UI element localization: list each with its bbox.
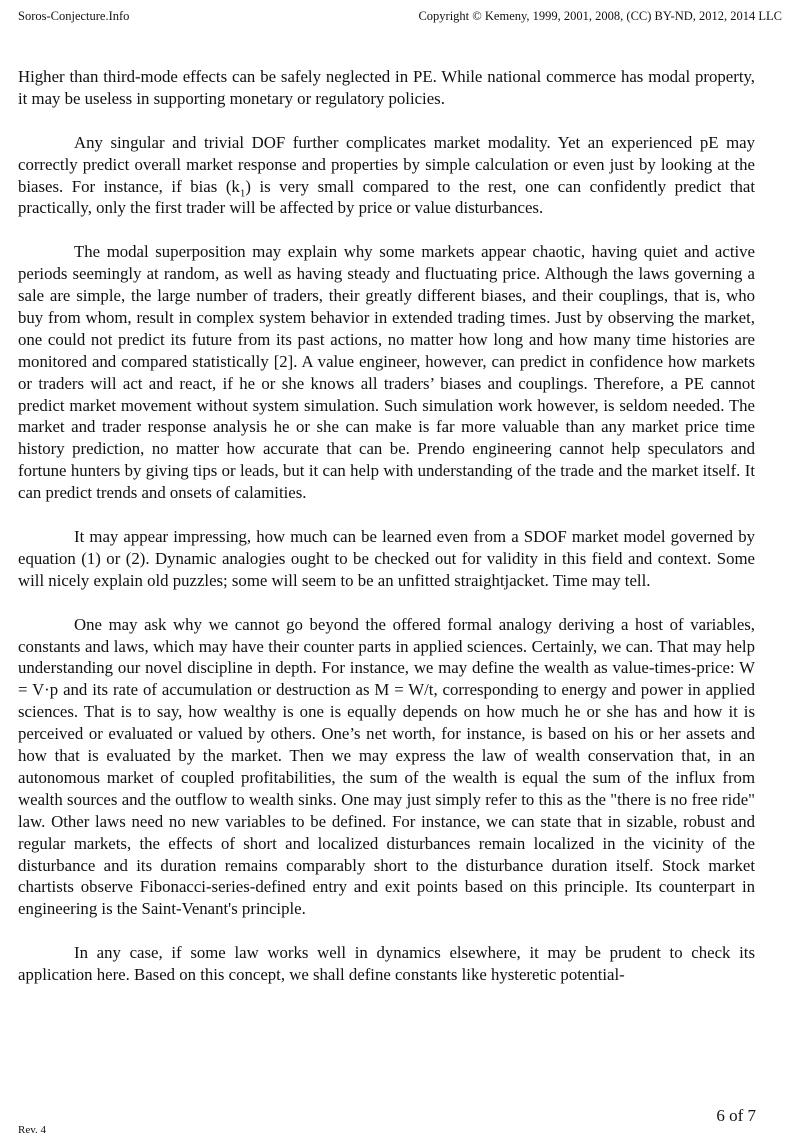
paragraph-6: In any case, if some law works well in dynamics elsewhere, it may be prudent to check its application here. Based on this concept, we shall define constants like hysteretic potential- <box>18 943 755 985</box>
paragraph-3: The modal superposition may explain why some markets appear chaotic, having quiet and active periods seemingly at random, as well as having steady and fluctuating price. Although the laws governing a sale are simple, the large number of traders, their greatly different biases, and their couplings, that is, who buy from whom, result in complex system behavior in extended trading times. Just by observing the market, one could not predict its future from its past actions, no matter how long and how many time histories are monitored and compared statistically [2]. A value engineer, however, can predict in confidence how markets or traders will act and react, if he or she knows all traders’ biases and couplings. Therefore, a PE cannot predict market movement without system simulation. Such simulation work however, is seldom needed. The market and trader response analysis he or she can make is far more valuable than any market price time history prediction, no matter how accurate that can be. Prendo engineering cannot help speculators and fortune hunters by giving tips or leads, but it can help with understanding of the trade and the market itself. It can predict trends and onsets of calamities. <box>18 242 755 503</box>
paragraph-4: It may appear impressing, how much can be learned even from a SDOF market model governed by equation (1) or (2). Dynamic analogies ought to be checked out for validity in this field and context. Some will nicely explain old puzzles; some will seem to be an unfitted straightjacket. Time may tell. <box>18 526 755 590</box>
page-header <box>18 8 782 24</box>
paragraph-1: Higher than third-mode effects can be safely neglected in PE. While national commerce has modal property, it may be useless in supporting monetary or regulatory policies. <box>18 67 755 108</box>
revision-label: Rev. 4 <box>18 1124 47 1136</box>
paragraph-2-part-a: Any singular and trivial DOF further complicates market modality. Yet an experienced pE may correctly predict overall market response and properties by simple calculation or even just by looking at the biases. For instance, if bias (k <box>18 132 755 196</box>
copyright-notice: Copyright © Kemeny, 1999, 2001, 2008, (CC) BY-ND, 2012, 2014 LLC <box>418 9 782 23</box>
bias-subscript: 1 <box>239 186 246 199</box>
paragraph-5: One may ask why we cannot go beyond the offered formal analogy deriving a host of variables, constants and laws, which may have their counter parts in applied sciences. Certainly, we can. That may help understanding our novel discipline in depth. For instance, we may define the wealth as value-times-price: W = V·p and its rate of accumulation or destruction as M = W/t, corresponding to energy and power in applied sciences. That is to say, how wealthy is one is equally depends on how much he or she has and how it is perceived or evaluated or valued by others. One’s net worth, for instance, is based on his or her assets and how that is evaluated by the market. Then we may express the law of wealth conservation that, in an autonomous market of coupled profitabilities, the sum of the wealth is equal the sum of the influx from wealth sources and the outflow to wealth sinks. One may just simply refer to this as the "there is no free ride" law. Other laws need no new variables to be defined. For instance, we can state that in sizable, robust and regular markets, the effects of short and localized disturbances remain localized in the vicinity of the disturbance and its duration remains comparably short to the disturbance duration itself. Stock market chartists observe Fibonacci-series-defined entry and exit points based on this principle. Its counterpart in engineering is the Saint-Venant's principle. <box>18 614 755 919</box>
paragraph-2 <box>18 132 755 220</box>
paragraph-2-part-b: ) is very small compared to the rest, one can confidently predict that practically, only the first trader will be affected by price or value disturbances. <box>18 176 755 218</box>
document-body <box>18 66 755 1008</box>
site-name: Soros-Conjecture.Info <box>18 9 130 23</box>
page-number: 6 of 7 <box>716 1106 756 1125</box>
